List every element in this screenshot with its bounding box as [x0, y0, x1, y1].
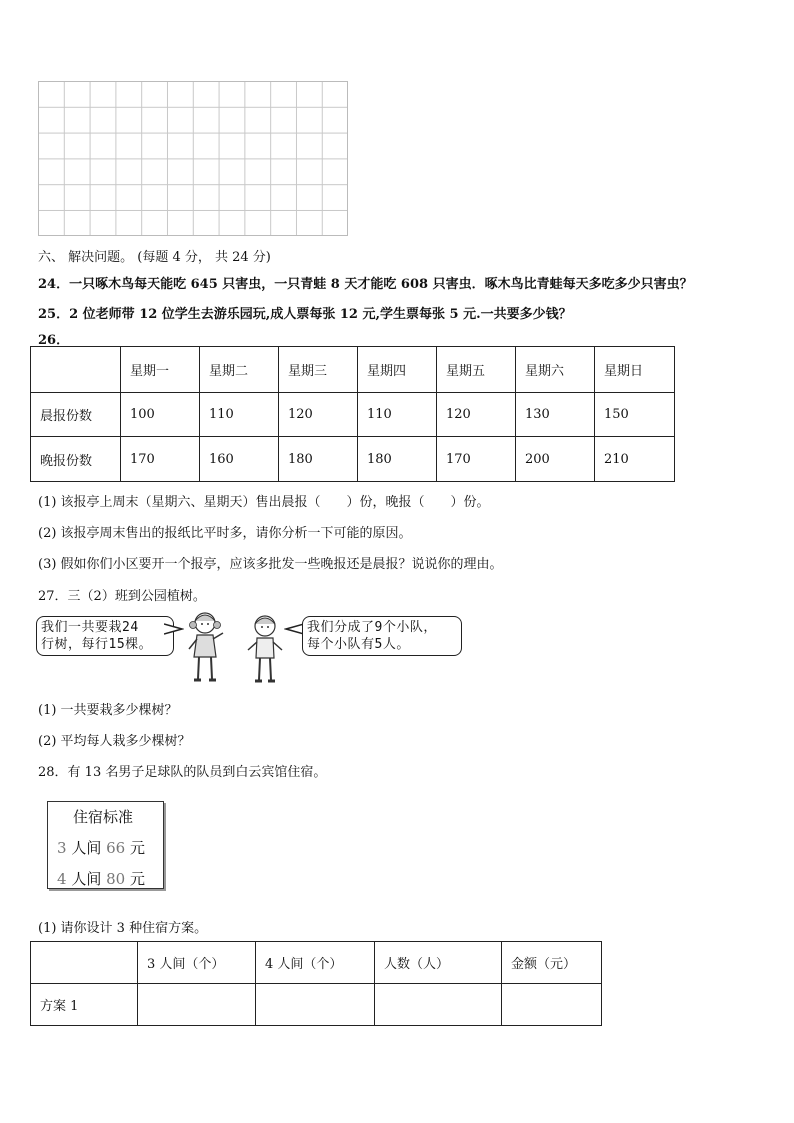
section-heading: 六、 解决问题。 (每题 4 分， 共 24 分): [38, 250, 271, 265]
room-4-rate: 4 人间 80 元: [57, 870, 146, 888]
table-cell: 170: [437, 437, 516, 482]
bubble-tail-icon: [164, 622, 184, 636]
table-header-row: [31, 347, 675, 393]
question-27-sub2: (2) 平均每人栽多少棵树？: [38, 734, 191, 749]
table-header-cell: 星期二: [200, 347, 279, 393]
table-cell: 120: [279, 393, 358, 437]
table-header-cell: 4 人间（个）: [256, 942, 375, 984]
girl-illustration-icon: [183, 609, 228, 687]
table-row: [31, 393, 675, 437]
question-24: 24．一只啄木鸟每天能吃 645 只害虫，一只青蛙 8 天才能吃 608 只害虫．啄木鸟比青蛙每天多吃多少只害虫？: [38, 277, 693, 292]
table-cell: 210: [595, 437, 675, 482]
table-header-cell: 星期五: [437, 347, 516, 393]
table-header-cell: 3 人间（个）: [138, 942, 256, 984]
question-27-sub1: (1) 一共要栽多少棵树？: [38, 703, 178, 718]
table-cell: 晨报份数: [31, 393, 121, 437]
table-cell: 150: [595, 393, 675, 437]
table-cell: 110: [358, 393, 437, 437]
table-header-cell: 人数（人）: [375, 942, 502, 984]
table-cell: 110: [200, 393, 279, 437]
table-header-cell: 星期六: [516, 347, 595, 393]
table-cell: 120: [437, 393, 516, 437]
table-header-cell: [31, 942, 138, 984]
question-26-sub3: (3) 假如你们小区要开一个报亭，应该多批发一些晚报还是晨报？说说你的理由。: [38, 557, 503, 572]
table-header-cell: [31, 347, 121, 393]
table-header-cell: 星期一: [121, 347, 200, 393]
table-cell[interactable]: [502, 984, 602, 1026]
table-header-cell: 星期三: [279, 347, 358, 393]
table-cell[interactable]: [138, 984, 256, 1026]
lodging-standard-card: [47, 801, 164, 889]
table-cell: 170: [121, 437, 200, 482]
table-cell: 晚报份数: [31, 437, 121, 482]
speech-bubble-right: [302, 616, 462, 656]
table-cell: 200: [516, 437, 595, 482]
newspaper-sales-table: [30, 346, 675, 482]
question-25: 25．2 位老师带 12 位学生去游乐园玩,成人票每张 12 元,学生票每张 5 元.一共要多少钱？: [38, 307, 572, 322]
bubble-text: 我们分成了9个小队，: [307, 620, 437, 635]
table-row: [31, 984, 602, 1026]
bubble-text: 行树，每行15棵。: [41, 637, 153, 652]
table-cell[interactable]: [256, 984, 375, 1026]
lodging-plan-table: [30, 941, 602, 1026]
table-cell: 160: [200, 437, 279, 482]
table-header-cell: 星期日: [595, 347, 675, 393]
card-title: 住宿标准: [73, 808, 134, 826]
table-cell: 180: [279, 437, 358, 482]
bubble-text: 我们一共要栽24: [41, 620, 139, 635]
table-header-cell: 星期四: [358, 347, 437, 393]
table-cell[interactable]: [375, 984, 502, 1026]
table-header-cell: 金额（元）: [502, 942, 602, 984]
question-28-sub1: (1) 请你设计 3 种住宿方案。: [38, 921, 208, 936]
question-28-title: 28．有 13 名男子足球队的队员到白云宾馆住宿。: [38, 765, 327, 780]
bubble-tail-icon: [284, 622, 304, 636]
question-26-number: 26．: [38, 333, 70, 348]
table-header-row: [31, 942, 602, 984]
grid-paper: [38, 81, 348, 236]
boy-illustration-icon: [245, 612, 285, 687]
question-27-title: 27．三（2）班到公园植树。: [38, 589, 206, 604]
speech-bubble-left: [36, 616, 174, 656]
question-26-sub2: (2) 该报亭周末售出的报纸比平时多，请你分析一下可能的原因。: [38, 526, 412, 541]
table-cell: 100: [121, 393, 200, 437]
table-cell: 方案 1: [31, 984, 138, 1026]
bubble-text: 每个小队有5人。: [307, 637, 410, 652]
table-cell: 130: [516, 393, 595, 437]
table-cell: 180: [358, 437, 437, 482]
question-26-sub1: (1) 该报亭上周末（星期六、星期天）售出晨报（ ）份，晚报（ ）份。: [38, 495, 490, 510]
room-3-rate: 3 人间 66 元: [57, 839, 146, 857]
table-row: [31, 437, 675, 482]
